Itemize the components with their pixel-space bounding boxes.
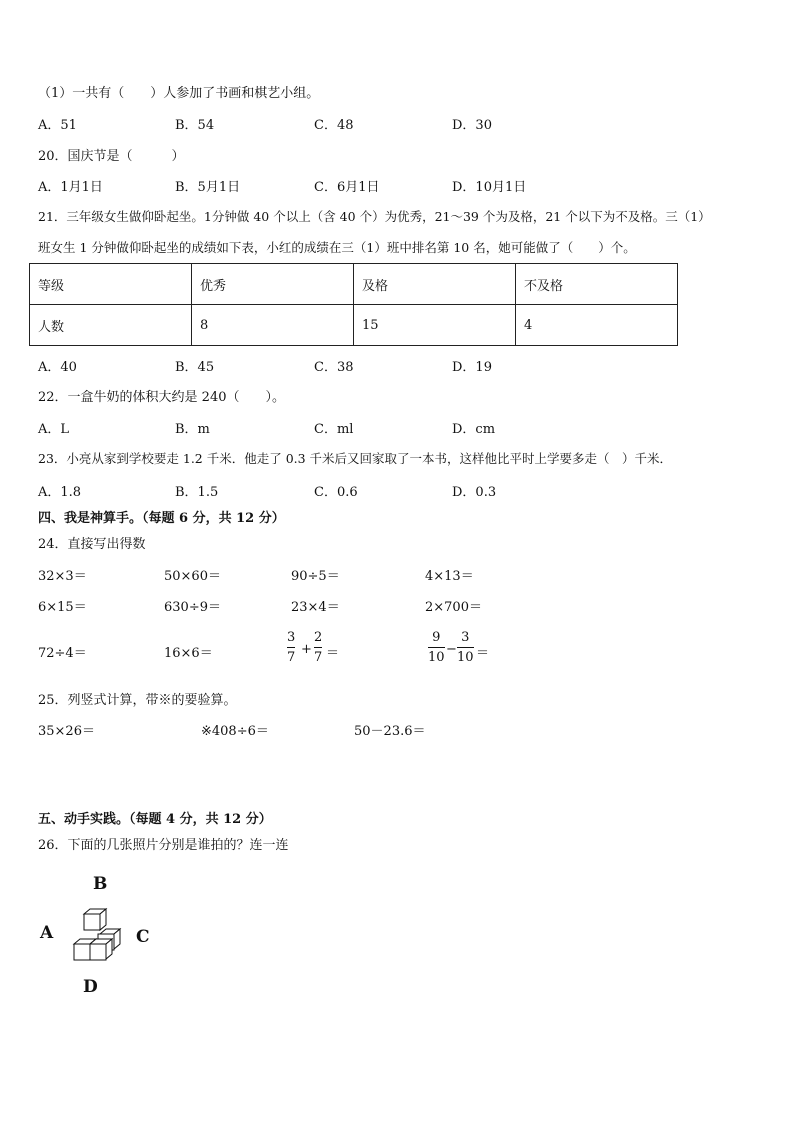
q21-option-b: B．45 — [175, 360, 215, 375]
fraction-3-7 — [287, 630, 295, 665]
table-row — [30, 305, 678, 346]
view-label-c: C — [136, 927, 150, 947]
calc-item: 50×60＝ — [164, 569, 221, 584]
calc-item: 6×15＝ — [38, 600, 87, 615]
q23-text: 23．小亮从家到学校要走 1.2 千米．他走了 0.3 千米后又回家取了一本书，这样他比平时上学要多走（ ）千米． — [38, 451, 673, 466]
plus-sign: + — [301, 642, 312, 657]
q19-option-a: A．51 — [38, 118, 77, 133]
denominator: 10 — [428, 650, 445, 665]
stacked-cubes-figure — [70, 906, 122, 962]
table-cell: 15 — [354, 305, 516, 346]
calc-item: 23×4＝ — [291, 600, 340, 615]
q21-text-line1: 21．三年级女生做仰卧起坐。1分钟做 40 个以上（含 40 个）为优秀，21～39 个为及格，21 个以下为不及格。三（1） — [38, 209, 711, 224]
table-cell: 不及格 — [516, 264, 678, 305]
table-cell: 及格 — [354, 264, 516, 305]
denominator: 10 — [457, 650, 474, 665]
section-5-title: 五、动手实践。（每题 4 分，共 12 分） — [38, 812, 272, 827]
table-cell: 优秀 — [192, 264, 354, 305]
calc-item: 72÷4＝ — [38, 646, 87, 661]
q21-option-d: D．19 — [452, 360, 492, 375]
view-label-d: D — [83, 977, 98, 997]
q23-option-b: B．1.5 — [175, 485, 219, 500]
denominator: 7 — [314, 650, 323, 665]
calc-item: 4×13＝ — [425, 569, 474, 584]
fraction-3-10 — [457, 630, 474, 665]
q19-option-b: B．54 — [175, 118, 215, 133]
q23-option-d: D．0.3 — [452, 485, 497, 500]
table-cell: 8 — [192, 305, 354, 346]
grade-table — [29, 263, 678, 346]
q21-text-line2: 班女生 1 分钟做仰卧起坐的成绩如下表，小红的成绩在三（1）班中排名第 10 名，她可能做了（ ）个。 — [38, 240, 636, 255]
q21-option-a: A．40 — [38, 360, 77, 375]
equals-sign: ＝ — [326, 646, 340, 661]
q20-option-a: A．1月1日 — [38, 180, 103, 195]
calc-item: 2×700＝ — [425, 600, 482, 615]
q24-text: 24．直接写出得数 — [38, 537, 146, 552]
calc-item: 50－23.6＝ — [354, 724, 426, 739]
q20-option-c: C．6月1日 — [314, 180, 380, 195]
view-label-a: A — [40, 923, 54, 943]
q20-option-b: B．5月1日 — [175, 180, 241, 195]
q25-text: 25．列竖式计算，带※的要验算。 — [38, 693, 237, 708]
calc-item: 32×3＝ — [38, 569, 87, 584]
calc-item: 90÷5＝ — [291, 569, 340, 584]
q20-text: 20．国庆节是（ ） — [38, 149, 185, 164]
table-cell: 人数 — [30, 305, 192, 346]
q23-option-a: A．1.8 — [38, 485, 82, 500]
view-label-b: B — [93, 874, 108, 894]
calc-item: ※408÷6＝ — [201, 724, 269, 739]
calc-item: 16×6＝ — [164, 646, 213, 661]
calc-item: 35×26＝ — [38, 724, 95, 739]
numerator: 9 — [432, 630, 441, 645]
table-header-row — [30, 264, 678, 305]
q23-option-c: C．0.6 — [314, 485, 358, 500]
minus-sign: − — [446, 642, 457, 657]
fraction-9-10 — [428, 630, 445, 665]
q26-text: 26．下面的几张照片分别是谁拍的？连一连 — [38, 838, 289, 853]
numerator: 3 — [287, 630, 296, 645]
numerator: 3 — [461, 630, 470, 645]
section-4-title: 四、我是神算手。（每题 6 分，共 12 分） — [38, 511, 285, 526]
numerator: 2 — [314, 630, 323, 645]
q22-option-b: B．m — [175, 422, 210, 437]
q19-sub-text: （1）一共有（ ）人参加了书画和棋艺小组。 — [38, 86, 320, 101]
denominator: 7 — [287, 650, 296, 665]
q22-option-c: C．ml — [314, 422, 354, 437]
q22-option-d: D．cm — [452, 422, 496, 437]
q22-text: 22．一盒牛奶的体积大约是 240（ ）。 — [38, 390, 285, 405]
equals-sign: ＝ — [476, 646, 490, 661]
q19-option-c: C．48 — [314, 118, 354, 133]
q20-option-d: D．10月1日 — [452, 180, 527, 195]
q22-option-a: A．L — [38, 422, 70, 437]
table-cell: 4 — [516, 305, 678, 346]
q21-option-c: C．38 — [314, 360, 354, 375]
fraction-2-7 — [314, 630, 322, 665]
q19-option-d: D．30 — [452, 118, 492, 133]
calc-item: 630÷9＝ — [164, 600, 221, 615]
table-cell: 等级 — [30, 264, 192, 305]
